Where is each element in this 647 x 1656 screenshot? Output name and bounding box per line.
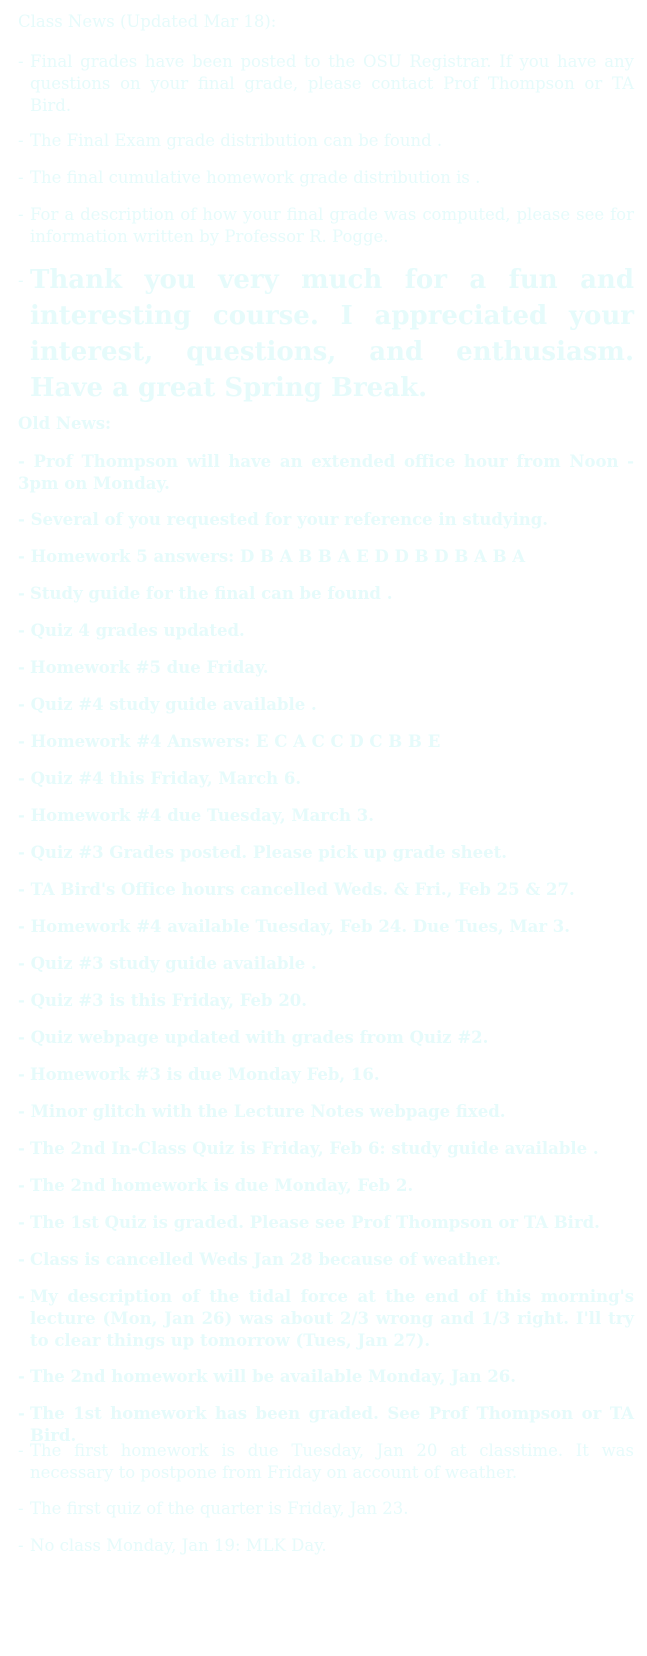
old-news-item [18,805,634,827]
old-news-text: - Quiz #3 study guide available . [18,954,317,973]
old-news-item [18,842,634,864]
dash: - [18,1213,25,1232]
news-item [18,167,634,189]
old-news-item [18,1440,634,1484]
old-news-item [18,1535,634,1557]
old-news-item [18,1212,634,1234]
old-news-item [18,1366,634,1388]
old-news-item [18,1027,634,1049]
dash: - [18,205,24,224]
dash: - [18,1441,24,1460]
old-news-item [18,583,634,605]
old-news-text: - Quiz #4 this Friday, March 6. [18,769,302,788]
old-news-heading: Old News: [18,414,112,433]
old-news-item [18,1064,634,1086]
old-news-item [18,953,634,975]
old-news-item [18,694,634,716]
old-news-text: The 2nd homework is due Monday, Feb 2. [30,1176,414,1195]
old-news-text: The 1st Quiz is graded. Please see Prof Thompson or TA Bird. [30,1213,600,1232]
old-news-text: Study guide for the final can be found . [30,584,393,603]
old-news-item [18,879,634,901]
old-news-item [18,657,634,679]
dash: - [18,1367,25,1386]
news-item [18,130,634,152]
news-text: The final cumulative homework grade distribution is . [30,168,481,187]
old-news-text: - Quiz webpage updated with grades from Quiz #2. [18,1028,489,1047]
old-news-text: The 1st homework has been graded. See Prof Thompson or TA Bird. [30,1404,634,1445]
old-news-text: - Prof Thompson will have an extended office hour from Noon - 3pm on Monday. [18,452,634,493]
old-news-text: Homework #5 due Friday. [30,658,269,677]
old-news-item [18,916,634,938]
thanks-text: Thank you very much for a fun and interesting course. I appreciated your interest, questions, and enthusiasm. Have a great Spring Break. [30,265,634,403]
dash: - [18,1176,25,1195]
old-news-text: The first homework is due Tuesday, Jan 20 at classtime. It was necessary to postpone from Friday on account of weather. [30,1441,634,1482]
dash: - [18,1287,25,1306]
thanks-message [18,262,634,406]
old-news-text: - Homework #4 due Tuesday, March 3. [18,806,374,825]
dash: - [18,271,24,290]
dash: - [18,52,24,71]
old-news-text: - Quiz #4 study guide available . [18,695,317,714]
old-news-text: - Quiz #3 is this Friday, Feb 20. [18,991,308,1010]
old-news-text: My description of the tidal force at the end of this morning's lecture (Mon, Jan 26) was about 2/3 wrong and 1/3 right. I'll try to clear things up tomorrow (Tues, Jan 27). [30,1287,634,1350]
old-news-text: Homework #3 is due Monday Feb, 16. [30,1065,380,1084]
news-text: The Final Exam grade distribution can be found . [30,131,443,150]
dash: - [18,584,25,603]
old-news-item [18,731,634,753]
old-news-item [18,620,634,642]
dash: - [18,658,25,677]
news-item [18,204,634,248]
old-news-item [18,990,634,1012]
class-news-heading: Class News (Updated Mar 18): [18,12,277,31]
dash: - [18,1499,24,1518]
dash: - [18,1139,25,1158]
dash: - [18,1404,25,1423]
old-news-item [18,1249,634,1271]
old-news-text: - Homework #4 available Tuesday, Feb 24. Due Tues, Mar 3. [18,917,571,936]
old-news-text: - Quiz 4 grades updated. [18,621,245,640]
old-news-text: - TA Bird's Office hours cancelled Weds. & Fri., Feb 25 & 27. [18,880,575,899]
old-news-text: - Quiz #3 Grades posted. Please pick up grade sheet. [18,843,507,862]
old-news-text: The 2nd homework will be available Monday, Jan 26. [30,1367,517,1386]
old-news-item [18,768,634,790]
old-news-item [18,509,634,531]
old-news-text: The 2nd In-Class Quiz is Friday, Feb 6: study guide available . [30,1139,599,1158]
dash: - [18,168,24,187]
dash: - [18,1536,24,1555]
news-text: For a description of how your final grade was computed, please see for information written by Professor R. Pogge. [30,205,634,246]
old-news-item [18,546,634,568]
old-news-text: Class is cancelled Weds Jan 28 because of weather. [30,1250,502,1269]
old-news-item [18,1498,634,1520]
old-news-item [18,1101,634,1123]
old-news-text: No class Monday, Jan 19: MLK Day. [30,1536,327,1555]
old-news-item [18,1175,634,1197]
news-item [18,51,634,117]
old-news-text: - Homework 5 answers: D B A B B A E D D B D B A B A [18,547,526,566]
dash: - [18,131,24,150]
old-news-text: - Minor glitch with the Lecture Notes webpage fixed. [18,1102,506,1121]
old-news-text: - Several of you requested for your reference in studying. [18,510,548,529]
dash: - [18,1250,25,1269]
news-text: Final grades have been posted to the OSU Registrar. If you have any questions on your final grade, please contact Prof Thompson or TA Bird. [30,52,634,115]
old-news-item [18,1138,634,1160]
old-news-text: The first quiz of the quarter is Friday, Jan 23. [30,1499,409,1518]
old-news-item [18,451,634,495]
old-news-text: - Homework #4 Answers: E C A C C D C B B E [18,732,441,751]
dash: - [18,1065,25,1084]
old-news-item [18,1286,634,1352]
